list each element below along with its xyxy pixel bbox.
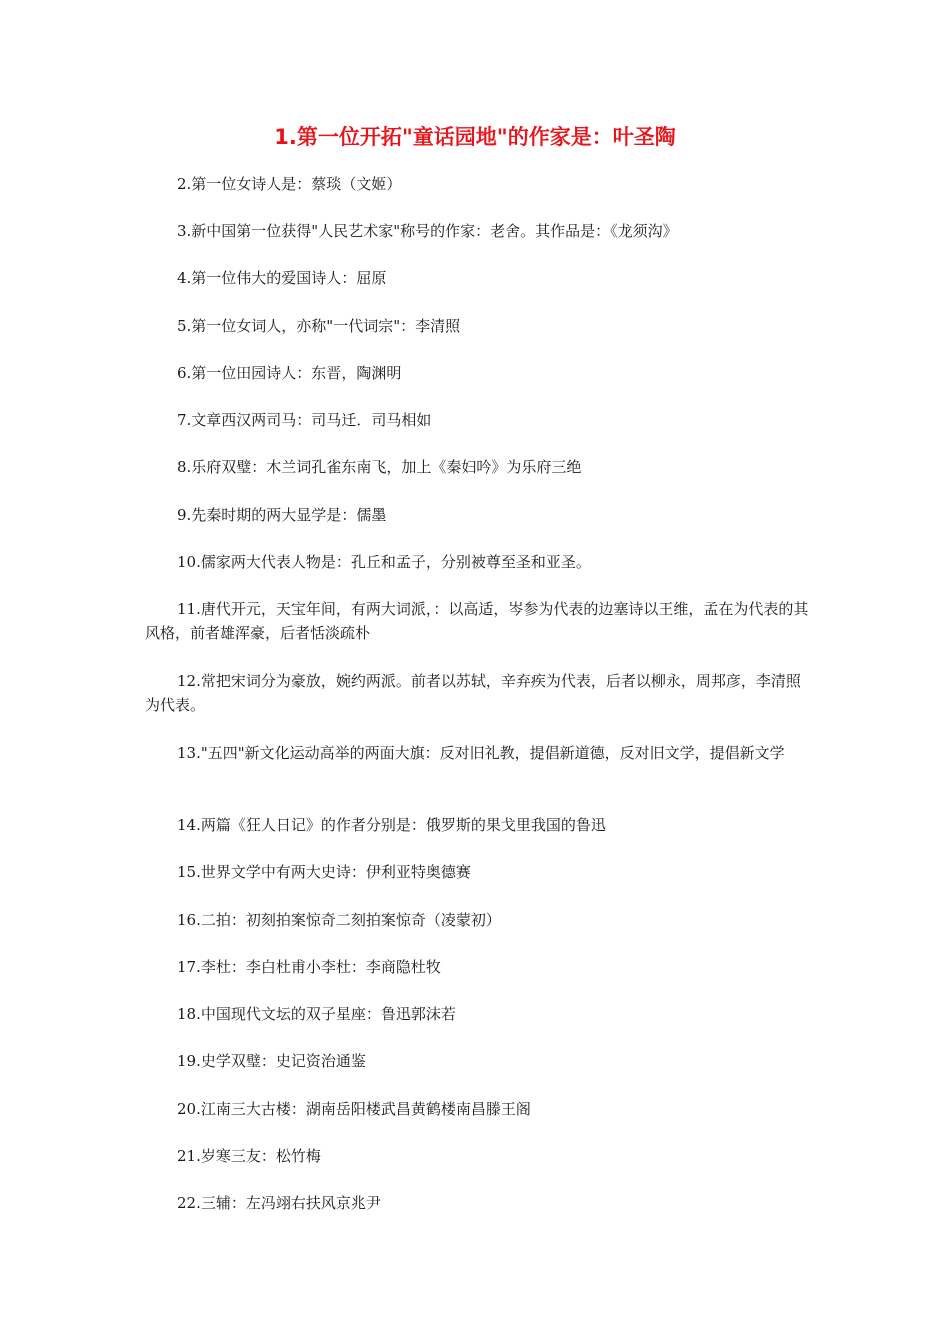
list-item: 11.唐代开元，天宝年间，有两大词派，：以高适，岑参为代表的边塞诗以王维，孟在为代表的其风格，前者雄浑豪，后者恬淡疏朴 [145, 600, 809, 642]
list-item: 6.第一位田园诗人：东晋，陶渊明 [177, 364, 402, 382]
list-item: 9.先秦时期的两大显学是：儒墨 [177, 506, 387, 524]
list-item: 8.乐府双璧：木兰词孔雀东南飞，加上《秦妇吟》为乐府三绝 [177, 458, 582, 476]
list-item: 17.李杜：李白杜甫小李杜：李商隐杜牧 [177, 958, 441, 976]
list-item: 19.史学双璧：史记资治通鉴 [177, 1052, 366, 1070]
list-item: 20.江南三大古楼：湖南岳阳楼武昌黄鹤楼南昌滕王阁 [177, 1100, 531, 1118]
list-item: 10.儒家两大代表人物是：孔丘和孟子，分别被尊至圣和亚圣。 [177, 553, 591, 571]
list-item: 3.新中国第一位获得"人民艺术家"称号的作家：老舍。其作品是：《龙须沟》 [177, 222, 678, 240]
list-item: 22.三辅：左冯翊右扶风京兆尹 [177, 1194, 381, 1212]
list-item: 13."五四"新文化运动高举的两面大旗：反对旧礼教，提倡新道德，反对旧文学，提倡新文学 [177, 744, 785, 762]
document-title: 1.第一位开拓"童话园地"的作家是：叶圣陶 [274, 125, 676, 149]
list-item: 18.中国现代文坛的双子星座：鲁迅郭沫若 [177, 1005, 456, 1023]
list-item: 12.常把宋词分为豪放，婉约两派。前者以苏轼，辛弃疾为代表，后者以柳永，周邦彦，李清照为代表。 [145, 672, 801, 714]
list-item: 7.文章西汉两司马：司马迁．司马相如 [177, 411, 432, 429]
list-item: 16.二拍：初刻拍案惊奇二刻拍案惊奇（凌蒙初） [177, 911, 501, 929]
list-item: 14.两篇《狂人日记》的作者分别是：俄罗斯的果戈里我国的鲁迅 [177, 816, 606, 834]
list-item: 4.第一位伟大的爱国诗人：屈原 [177, 269, 387, 287]
list-item: 2.第一位女诗人是：蔡琰（文姬） [177, 175, 402, 193]
list-item: 5.第一位女词人，亦称"一代词宗"：李清照 [177, 317, 461, 335]
list-item: 15.世界文学中有两大史诗：伊利亚特奥德赛 [177, 863, 471, 881]
list-item: 21.岁寒三友：松竹梅 [177, 1147, 321, 1165]
